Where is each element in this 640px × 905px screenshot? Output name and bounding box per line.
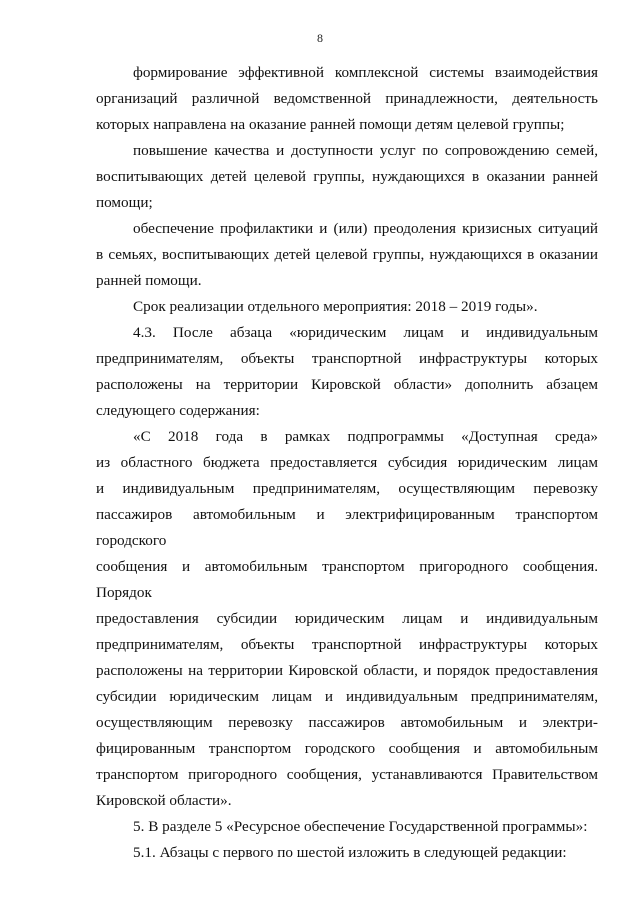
text-line: обеспечение профилактики и (или) преодоления кризисных ситуаций bbox=[133, 220, 598, 237]
text-line: из областного бюджета предоставляется субсидия юридическим лицам bbox=[96, 454, 598, 471]
text-line: организаций различной ведомственной принадлежности, деятельность bbox=[96, 90, 598, 107]
text-line: пассажиров автомобильным и электрифицированным транспортом городского bbox=[96, 506, 598, 549]
text-line: и индивидуальным предпринимателям, осуществляющим перевозку bbox=[96, 480, 598, 497]
text-line: повышение качества и доступности услуг по сопровождению семей, bbox=[133, 142, 598, 159]
text-line: предоставления субсидии юридическим лицам и индивидуальным bbox=[96, 610, 598, 627]
text-line: Срок реализации отдельного мероприятия: 2018 – 2019 годы». bbox=[133, 298, 538, 315]
text-line: воспитывающих детей целевой группы, нуждающихся в оказании ранней bbox=[96, 168, 598, 185]
text-line: формирование эффективной комплексной системы взаимодействия bbox=[133, 64, 598, 81]
text-line: в семьях, воспитывающих детей целевой группы, нуждающихся в оказании bbox=[96, 246, 598, 263]
text-line: 5. В разделе 5 «Ресурсное обеспечение Государственной программы»: bbox=[133, 818, 588, 835]
text-line: сообщения и автомобильным транспортом пригородного сообщения. Порядок bbox=[96, 558, 598, 601]
text-line: которых направлена на оказание ранней помощи детям целевой группы; bbox=[96, 116, 565, 133]
text-line: осуществляющим перевозку пассажиров автомобильным и электри- bbox=[96, 714, 598, 731]
document-body bbox=[96, 60, 598, 866]
text-line: помощи; bbox=[96, 194, 153, 211]
text-line: предпринимателям, объекты транспортной инфраструктуры которых bbox=[96, 350, 598, 367]
text-line: следующего содержания: bbox=[96, 402, 260, 419]
text-line: транспортом пригородного сообщения, устанавливаются Правительством bbox=[96, 766, 598, 783]
text-line: предпринимателям, объекты транспортной инфраструктуры которых bbox=[96, 636, 598, 653]
text-line: 4.3. После абзаца «юридическим лицам и индивидуальным bbox=[133, 324, 598, 341]
text-line: «С 2018 года в рамках подпрограммы «Доступная среда» bbox=[133, 428, 598, 445]
page-number: 8 bbox=[317, 31, 323, 45]
text-line: Кировской области». bbox=[96, 792, 232, 809]
text-line: ранней помощи. bbox=[96, 272, 202, 289]
text-line: расположены на территории Кировской области» дополнить абзацем bbox=[96, 376, 598, 393]
text-line: 5.1. Абзацы с первого по шестой изложить в следующей редакции: bbox=[133, 844, 567, 861]
text-line: расположены на территории Кировской области, и порядок предоставления bbox=[96, 662, 598, 679]
text-line: фицированным транспортом городского сообщения и автомобильным bbox=[96, 740, 598, 757]
text-line: субсидии юридическим лицам и индивидуальным предпринимателям, bbox=[96, 688, 598, 705]
